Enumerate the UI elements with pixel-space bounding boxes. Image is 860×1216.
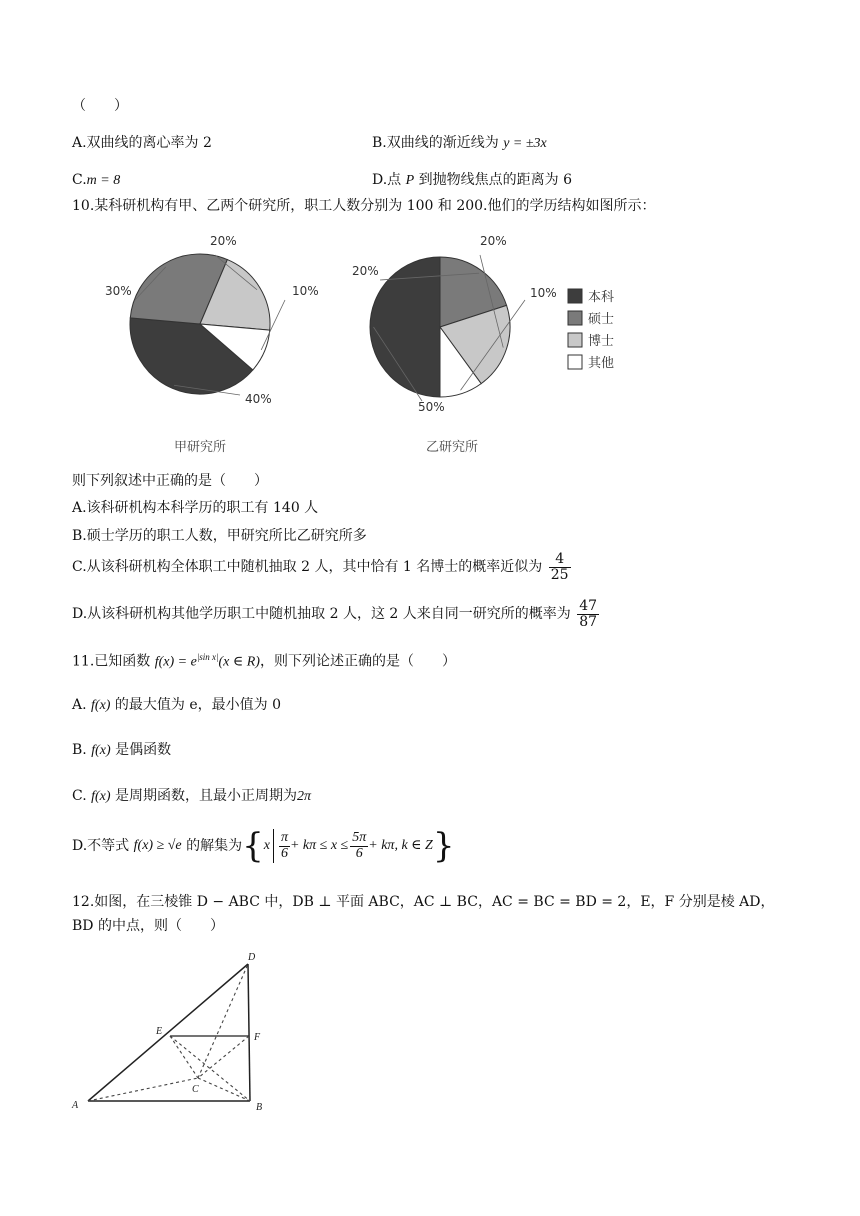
edge-db (248, 964, 250, 1101)
legend-label-其他: 其他 (588, 356, 615, 371)
segment-ec (170, 1036, 198, 1078)
q10-option-c: C.从该科研机构全体职工中随机抽取 2 人，其中恰有 1 名博士的概率近似为 $\frac{4}{25}$ (72, 551, 569, 583)
label-e: E (156, 1026, 163, 1037)
pie-label-0-1: 30% (105, 284, 132, 298)
q11-option-c: C. f(x) 是周期函数，且最小正周期为2π (72, 788, 312, 804)
pie-caption-0: 甲研究所 (173, 440, 227, 455)
q9-paren: （ ） (72, 98, 128, 114)
legend-label-本科: 本科 (588, 290, 615, 305)
q11-stem: 11.已知函数 $f(x) = e^{|sin x|}(x$ ∈ R)，则下列论述正确的是（ ） (72, 652, 456, 670)
q10-stem: 10.某科研机构有甲、乙两个研究所，职工人数分别为 100 和 200.他们的学历结构如图所示： (72, 198, 656, 214)
q10-option-c-fraction: $\frac{4}{25}$ (550, 551, 569, 583)
q11-option-b: B. f(x) 是偶函数 (72, 742, 172, 758)
pie-label-0-2: 20% (210, 234, 237, 248)
legend-label-博士: 博士 (588, 334, 615, 349)
q10-question: 则下列叙述中正确的是（ ） (72, 473, 268, 489)
q9-option-a: A.双曲线的离心率为 2 (72, 135, 212, 151)
label-f: F (254, 1032, 261, 1043)
legend-swatch-其他 (568, 355, 582, 369)
pie-chart-jia (105, 234, 319, 455)
pie-label-1-2: 20% (480, 234, 507, 248)
edge-ad (88, 964, 248, 1101)
label-a: A (72, 1100, 79, 1111)
edge-ac (88, 1078, 198, 1101)
tetrahedron-figure (60, 950, 280, 1120)
q11-option-a: A. f(x) 的最大值为 e，最小值为 0 (72, 697, 281, 713)
q10-option-a: A.该科研机构本科学历的职工有 140 人 (72, 500, 319, 516)
pie-label-0-3: 10% (292, 284, 319, 298)
label-d: D (248, 952, 256, 963)
q9-option-c-math: m = 8 (86, 173, 121, 188)
label-c: C (192, 1084, 199, 1095)
label-b: B (256, 1102, 263, 1113)
legend-swatch-本科 (568, 289, 582, 303)
legend-swatch-硕士 (568, 311, 582, 325)
q10-option-d: D.从该科研机构其他学历职工中随机抽取 2 人，这 2 人来自同一研究所的概率为 $\frac{47}{87}$ (72, 598, 598, 630)
q10-option-d-fraction: $\frac{47}{87}$ (579, 598, 598, 630)
pie-label-1-0: 50% (418, 400, 445, 414)
q9-option-b-math: y = ±3x (503, 136, 547, 151)
pie-label-1-1: 20% (352, 264, 379, 278)
q12-stem-line2: BD 的中点，则（ ） (72, 918, 224, 934)
segment-fc (198, 1036, 249, 1078)
q9-option-b: B.双曲线的渐近线为 y = ±3x (372, 135, 547, 151)
edge-cd (198, 964, 248, 1078)
q9-option-c: C.m = 8 (72, 172, 121, 188)
q9-option-d: D.点 P 到抛物线焦点的距离为 6 (372, 172, 573, 188)
pie-label-1-3: 10% (530, 286, 557, 300)
q11-option-d: D.不等式 f(x) ≥ √e 的解集为{x $\frac{\pi}{6}$ + kπ ≤ x ≤ $\frac{5\pi}{6}$ + kπ, k ∈ Z} (72, 826, 455, 866)
pie-caption-1: 乙研究所 (425, 440, 479, 455)
pie-charts-figure (60, 225, 660, 465)
edge-cb (198, 1078, 250, 1101)
q12-stem-line1: 12.如图，在三棱锥 D − ABC 中，DB ⊥ 平面 ABC，AC ⊥ BC，AC = BC = BD = 2，E，F 分别是棱 AD， (72, 894, 775, 910)
q10-option-b: B.硕士学历的职工人数，甲研究所比乙研究所多 (72, 528, 367, 544)
legend-label-硕士: 硕士 (588, 312, 615, 327)
pie-legend (568, 289, 614, 371)
pie-chart-yi (352, 234, 557, 455)
pie-label-0-0: 40% (245, 392, 272, 406)
legend-swatch-博士 (568, 333, 582, 347)
